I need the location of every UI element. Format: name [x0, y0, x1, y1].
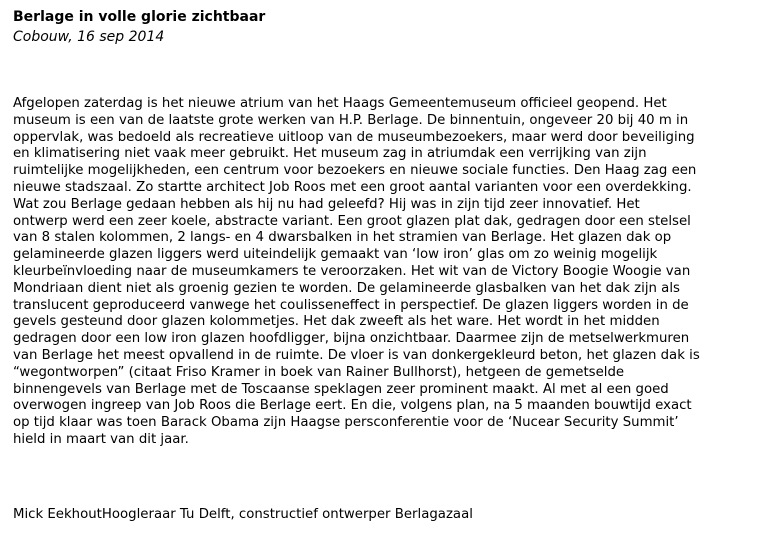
article-line: translucent geproduceerd vanwege het coulisseneffect in perspectief. De glazen liggers worden in de — [13, 297, 689, 313]
article-line: op tijd klaar was toen Barack Obama zijn Haagse persconferentie voor de ‘Nucear Security Summit’ — [13, 415, 679, 431]
article-line: binnengevels van Berlage met de Toscaanse speklagen zeer prominent maakt. Al met al een goed — [13, 381, 669, 397]
article-line: ruimtelijke mogelijkheden, een centrum voor bezoekers en nieuwe sociale functies. Den Haag zag een — [13, 163, 697, 179]
article-line: hield in maart van dit jaar. — [13, 431, 189, 447]
article-line: van Berlage het meest opvallend in de ruimte. De vloer is van donkergekleurd beton, het glazen dak is — [13, 347, 700, 363]
article-signature: Mick EekhoutHoogleraar Tu Delft, constructief ontwerper Berlagazaal — [13, 507, 473, 522]
article-line: Wat zou Berlage gedaan hebben als hij nu had geleefd? Hij was in zijn tijd zeer innovatief. Het — [13, 196, 640, 212]
article-source: Cobouw, 16 sep 2014 — [13, 29, 165, 45]
article-line: “wegontworpen” (citaat Friso Kramer in boek van Rainer Bullhorst), hetgeen de gemetselde — [13, 364, 625, 380]
article-line: museum is een van de laatste grote werken van H.P. Berlage. De binnentuin, ongeveer 20 bij 40 m in — [13, 112, 689, 128]
article-title: Berlage in volle glorie zichtbaar — [13, 9, 266, 25]
article-line: gevels gesteund door glazen kolommetjes. Het dak zweeft als het ware. Het wordt in het midden — [13, 314, 660, 330]
article-line: en klimatisering niet vaak meer gebruikt. Het museum zag in atriumdak een verrijking van zijn — [13, 146, 647, 162]
article-line: Mondriaan dient niet als groenig gezien te worden. De gelamineerde glasbalken van het dak zijn als — [13, 280, 680, 296]
article-body — [13, 96, 748, 449]
article-line: ontwerp werd een zeer koele, abstracte variant. Een groot glazen plat dak, gedragen door een stelsel — [13, 213, 691, 229]
article-line: van 8 stalen kolommen, 2 langs- en 4 dwarsbalken in het stramien van Berlage. Het glazen dak op — [13, 230, 672, 246]
article-line: gelamineerde glazen liggers werd uiteindelijk gemaakt van ‘low iron’ glas om zo weinig mogelijk — [13, 247, 658, 263]
article-line: nieuwe stadszaal. Zo startte architect Job Roos met een groot aantal varianten voor een overdekking. — [13, 179, 692, 195]
article-line: Afgelopen zaterdag is het nieuwe atrium van het Haags Gemeentemuseum officieel geopend. Het — [13, 96, 667, 111]
article-line: oppervlak, was bedoeld als recreatieve uitloop van de museumbezoekers, maar werd door beveiliging — [13, 129, 695, 145]
article-line: kleurbeïnvloeding naar de museumkamers te veroorzaken. Het wit van de Victory Boogie Woogie van — [13, 263, 691, 279]
article-line: gedragen door een low iron glazen hoofdligger, bijna onzichtbaar. Daarmee zijn de metselwerkmuren — [13, 331, 690, 347]
article-line: overwogen ingreep van Job Roos die Berlage eert. En die, volgens plan, na 5 maanden bouwtijd exact — [13, 398, 692, 414]
